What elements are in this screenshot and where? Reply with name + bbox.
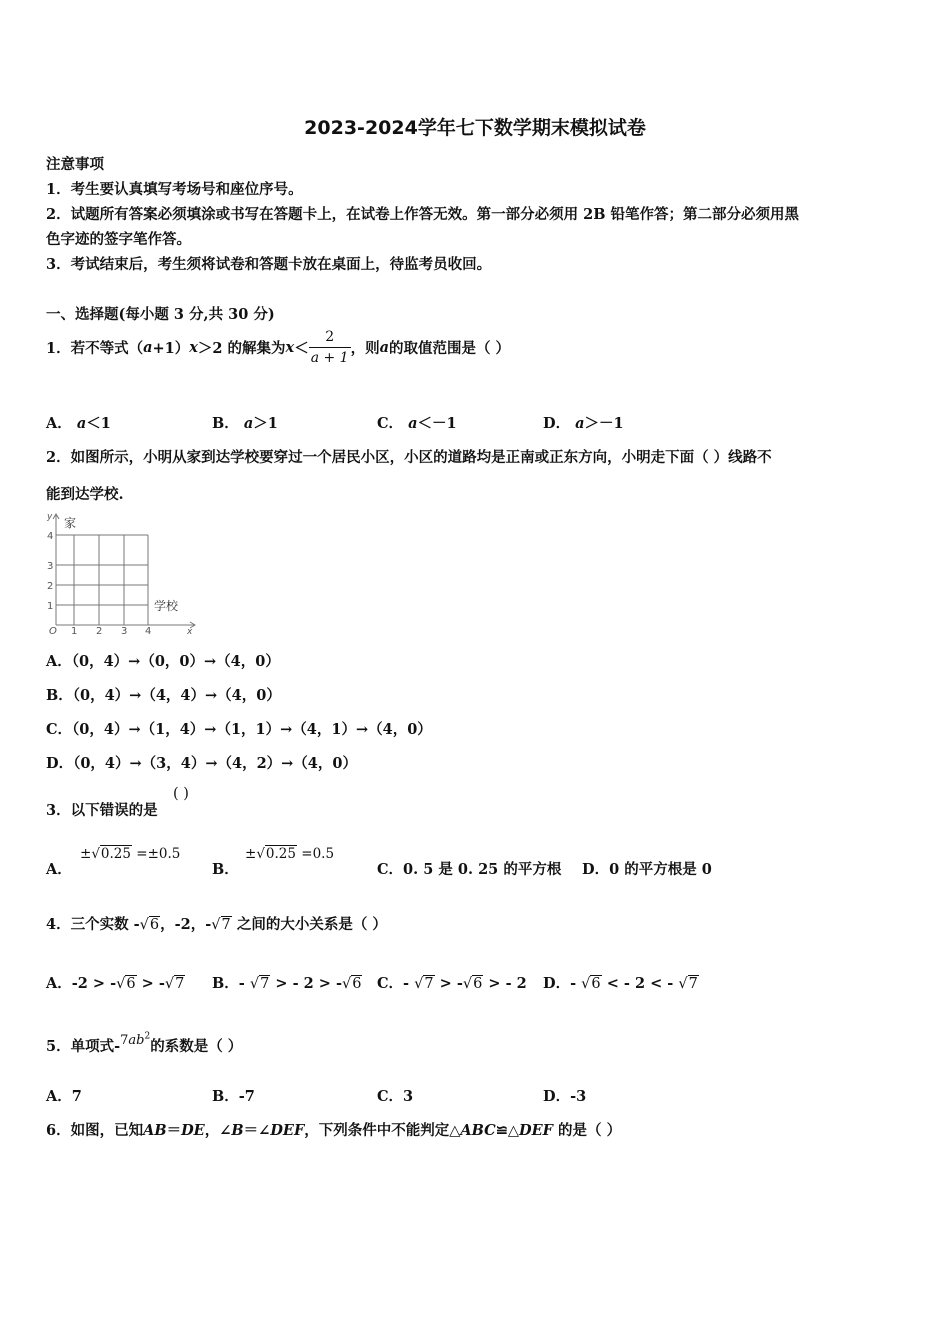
section-heading: 一、选择题(每小题 3 分,共 30 分) <box>46 306 275 323</box>
x-tick: 1 <box>71 626 78 635</box>
option-a[interactable]: A．（0，4）→（0，0）→（4，0） <box>46 653 280 670</box>
option-c[interactable]: C．（0，4）→（1，4）→（1，1）→（4，1）→（4，0） <box>46 721 432 738</box>
option-b-expr[interactable]: ±√0.25 =0.5 <box>245 846 335 862</box>
question-5: 5．单项式$-7ab^2$的系数是（ ） <box>46 1031 243 1055</box>
fraction: $\frac{2}{a + 1}$ <box>310 329 349 366</box>
monomial: $7ab^2$ <box>120 1031 151 1048</box>
option-d[interactable]: D． a＞－1 <box>543 415 624 432</box>
option-a[interactable]: A．-2 > -√6 > -√7 <box>46 975 185 992</box>
page-title: 2023-2024学年七下数学期末模拟试卷 <box>304 117 646 139</box>
school-label: 学校 <box>154 599 179 613</box>
option-b[interactable]: B． a＞1 <box>212 415 278 432</box>
option-d[interactable]: D．- √6 < - 2 < - √7 <box>543 975 698 992</box>
question-3: 3．以下错误的是 <box>46 802 158 819</box>
option-c[interactable]: C．- √7 > -√6 > - 2 <box>377 975 527 992</box>
y-axis-label: y <box>47 512 53 522</box>
option-d[interactable]: D．（0，4）→（3，4）→（4，2）→（4，0） <box>46 755 357 772</box>
option-b[interactable]: B．- √7 > - 2 > -√6 <box>212 975 362 992</box>
y-tick: 2 <box>47 581 54 592</box>
x-axis-label: x <box>187 627 193 635</box>
question-1: 1．若不等式（ a +1） x ＞2 的解集为 x ＜ $\frac{2}{a + 1}$ ，则 a 的取值范围是（ ） <box>46 329 511 366</box>
option-a-label[interactable]: A． <box>46 861 72 878</box>
grid-figure <box>44 510 199 635</box>
option-c[interactable]: C．0. 5 是 0. 25 的平方根 <box>377 861 562 878</box>
notice-item: 色字迹的签字笔作答。 <box>46 231 191 248</box>
option-a-expr[interactable]: ±√0.25 =±0.5 <box>80 846 181 862</box>
option-a[interactable]: A．7 <box>46 1088 82 1105</box>
notice-heading: 注意事项 <box>46 156 104 173</box>
x-tick: 3 <box>121 626 128 635</box>
y-tick: 3 <box>47 561 54 572</box>
notice-item: 2．试题所有答案必须填涂或书写在答题卡上，在试卷上作答无效。第一部分必须用 2B 铅笔作答；第二部分必须用黑 <box>46 206 800 223</box>
option-a[interactable]: A． a＜1 <box>46 415 111 432</box>
home-label: 家 <box>64 516 77 530</box>
option-d[interactable]: D．-3 <box>543 1088 587 1105</box>
question-2: 2．如图所示，小明从家到达学校要穿过一个居民小区，小区的道路均是正南或正东方向，小明走下面（ ）线路不 <box>46 449 772 466</box>
origin-label: O <box>49 626 57 635</box>
option-d[interactable]: D．0 的平方根是 0 <box>582 861 712 878</box>
notice-item: 1．考生要认真填写考场号和座位序号。 <box>46 181 303 198</box>
answer-paren: ( ) <box>173 786 189 802</box>
y-tick: 1 <box>47 601 54 612</box>
option-c[interactable]: C． a＜－1 <box>377 415 457 432</box>
option-b-label[interactable]: B． <box>212 861 239 878</box>
question-4: 4．三个实数 -√6，-2，-√7 之间的大小关系是（ ） <box>46 916 387 933</box>
option-b[interactable]: B．-7 <box>212 1088 255 1105</box>
option-b[interactable]: B．（0，4）→（4，4）→（4，0） <box>46 687 281 704</box>
x-tick: 2 <box>96 626 103 635</box>
question-2-cont: 能到达学校. <box>46 486 124 503</box>
option-c[interactable]: C．3 <box>377 1088 414 1105</box>
question-6: 6．如图，已知AB＝DE，∠B＝∠DEF，下列条件中不能判定△ABC≌△DEF 的是（ ） <box>46 1122 622 1139</box>
notice-item: 3．考试结束后，考生须将试卷和答题卡放在桌面上，待监考员收回。 <box>46 256 492 273</box>
y-tick: 4 <box>47 531 54 542</box>
x-tick: 4 <box>145 626 152 635</box>
